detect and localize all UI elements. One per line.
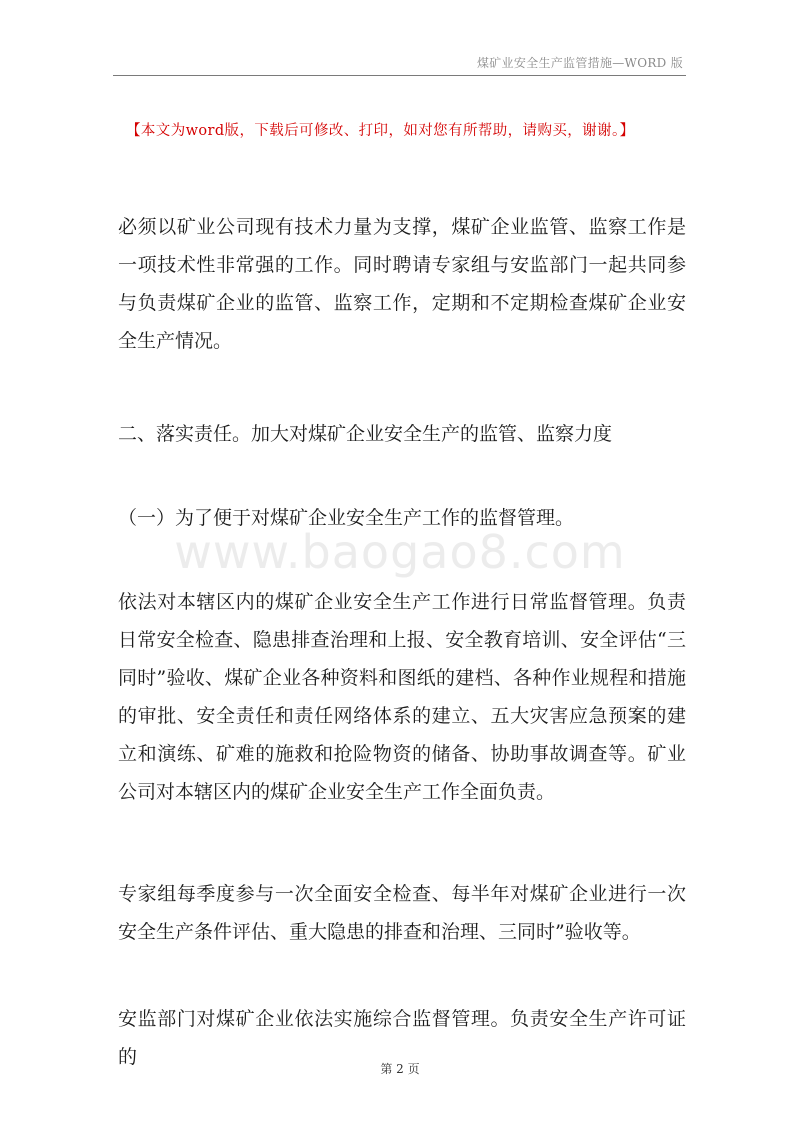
header-title: 煤矿业安全生产监管措施—WORD 版: [476, 56, 683, 70]
watermark: www.baogao8.com: [174, 525, 626, 579]
paragraph-1: 必须以矿业公司现有技术力量为支撑，煤矿企业监管、监察工作是一项技术性非常强的工作。同时聘请专家组与安监部门一起共同参与负责煤矿企业的监管、监察工作，定期和不定期检查煤矿企业安全生产情况。: [118, 216, 686, 352]
paragraph-3: 专家组每季度参与一次全面安全检查、每半年对煤矿企业进行一次安全生产条件评估、重大隐患的排查和治理、三同时”验收等。: [118, 883, 686, 943]
section-heading: 二、落实责任。加大对煤矿企业安全生产的监管、监察力度: [118, 423, 613, 445]
subsection-heading: （一）为了便于对煤矿企业安全生产工作的监督管理。: [118, 507, 575, 529]
page-number: 第 2 页: [380, 1062, 420, 1076]
purchase-notice: 【本文为word版，下载后可修改、打印，如对您有所帮助，请购买，谢谢。】: [126, 123, 635, 139]
paragraph-4: 安监部门对煤矿企业依法实施综合监督管理。负责安全生产许可证的: [118, 1008, 686, 1068]
paragraph-2: 依法对本辖区内的煤矿企业安全生产工作进行日常监督管理。负责日常安全检查、隐患排查治理和上报、安全教育培训、安全评估“三同时”验收、煤矿企业各种资料和图纸的建档、各种作业规程和措施的审批、安全责任和责任网络体系的建立、五大灾害应急预案的建立和演练、矿难的施救和抢险物资的储备、协助事故调查等。矿业公司对本辖区内的煤矿企业安全生产工作全面负责。: [118, 591, 686, 803]
header-divider: [113, 75, 686, 76]
